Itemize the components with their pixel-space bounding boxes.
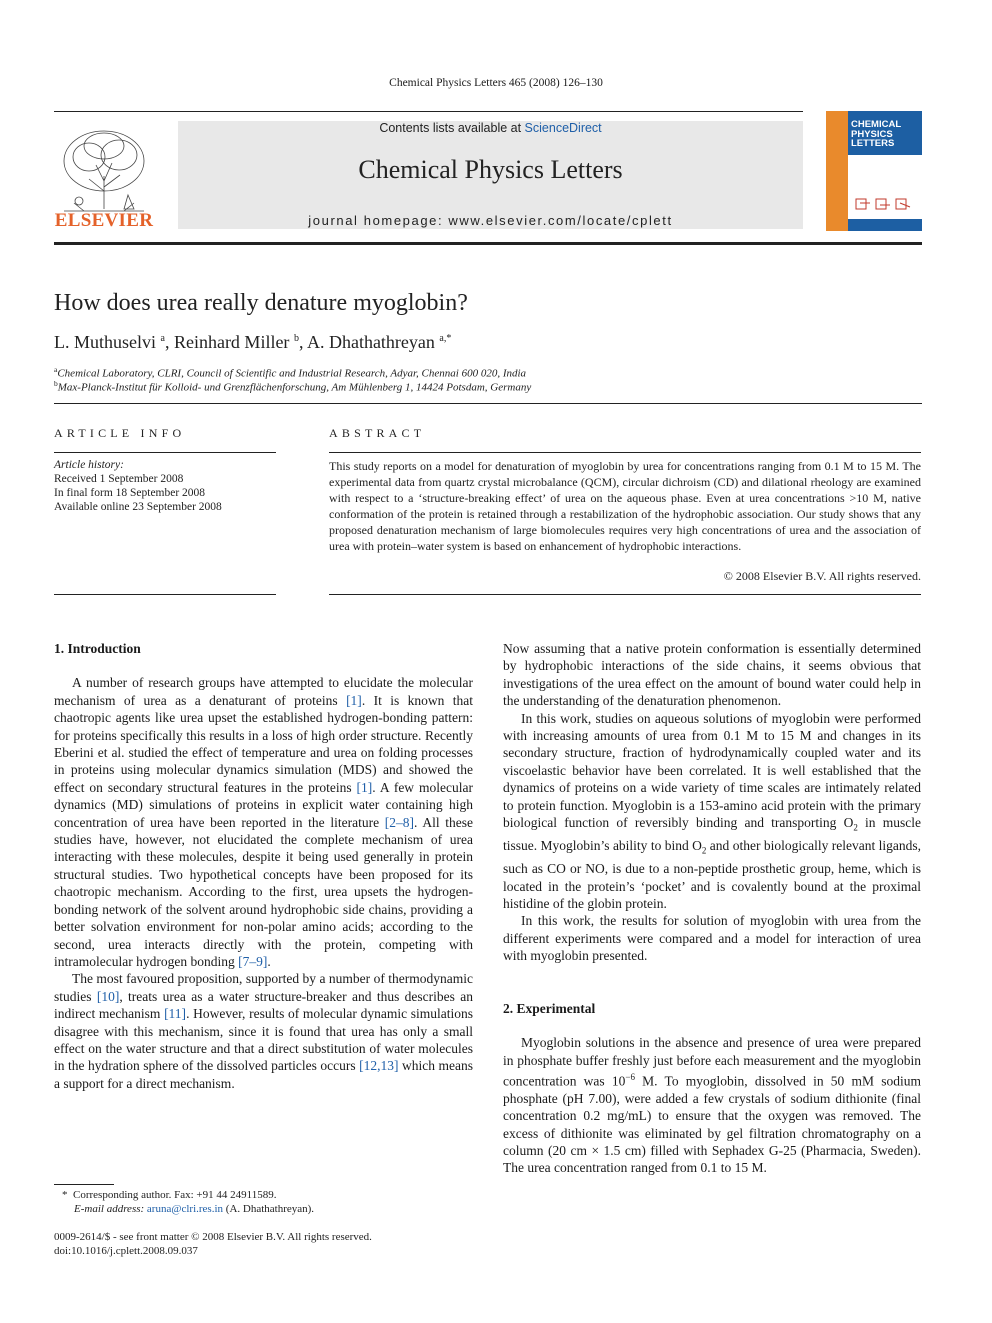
author-name: Reinhard Miller <box>173 332 290 352</box>
paragraph: In this work, the results for solution of myoglobin with urea from the different experiments were compared and a model for interaction of urea with myoglobin presented. <box>503 913 921 964</box>
article-info-rule <box>54 452 276 453</box>
citation-link[interactable]: [1] <box>346 692 362 708</box>
section-heading: 2. Experimental <box>503 1000 596 1016</box>
abstract-heading: ABSTRACT <box>329 426 426 440</box>
author-name: L. Muthuselvi <box>54 332 156 352</box>
contents-prefix: Contents lists available at <box>379 121 525 135</box>
header-thick-rule <box>54 242 922 245</box>
paragraph: A number of research groups have attempted to elucidate the molecular mechanism of urea as a denaturant of proteins [1]. It is known that chaotropic agents like urea upset the established hydrogen-bonding pattern: for proteins specifically this results in a loss of high order structure. Recently Eberini et al. studied the effect of temperature and urea on folding processes in proteins using molecular dynamics simulation (MDS) and showed the effect on secondary structural features in the proteins [1]. A few molecular dynamics (MD) simulations of proteins in explicit water containing high concentration of urea have been reported in the literature [2–8]. All these studies have, however, not elucidated the complete mechanism of urea interacting with these molecules, despite it being used generally in protein structural studies. Two hypothetical concepts have been proposed for its chaotropic mechanism. According to the first, urea upsets the hydrogen-bonding network of the solvent around hydrophobic side chains, providing a better solvation environment for non-polar amino acids; according to the second, urea interacts directly with the protein, competing with intramolecular hydrogen bonding [7–9]. <box>54 675 474 969</box>
doi-line[interactable]: doi:10.1016/j.cplett.2008.09.037 <box>54 1245 198 1257</box>
author-affiliation-marker: a <box>160 333 165 344</box>
received-date: Received 1 September 2008 <box>54 473 184 485</box>
affiliation-rule <box>54 403 922 404</box>
citation-link[interactable]: [7–9] <box>238 953 268 969</box>
article-history <box>54 458 222 514</box>
contents-line <box>178 121 803 135</box>
abstract-copyright: © 2008 Elsevier B.V. All rights reserved. <box>723 569 921 583</box>
issn-line: 0009-2614/$ - see front matter © 2008 Elsevier B.V. All rights reserved. <box>54 1231 372 1243</box>
online-date: Available online 23 September 2008 <box>54 501 222 513</box>
journal-homepage[interactable]: journal homepage: www.elsevier.com/locate/cplett <box>308 213 673 228</box>
citation-link[interactable]: [10] <box>96 988 120 1004</box>
article-info-bottom-rule <box>54 594 276 595</box>
citation-link[interactable]: [2–8] <box>384 814 414 830</box>
footnote: * Corresponding author. Fax: +91 44 24911589. E-mail address: aruna@clri.res.in (A. Dhathathreyan). <box>62 1189 315 1215</box>
final-form-date: In final form 18 September 2008 <box>54 487 206 499</box>
article-info-heading: ARTICLE INFO <box>54 426 186 440</box>
cover-strip <box>826 111 848 231</box>
footnote-rule <box>54 1184 114 1185</box>
article-title: How does urea really denature myoglobin? <box>54 290 468 316</box>
affiliation-b: $^b$Max-Planck-Institut für Kolloid- und Grenzflächenforschung, Am Mühlenberg 1, 14424 Potsdam, Germany <box>54 379 532 394</box>
paragraph: Myoglobin solutions in the absence and presence of urea were prepared in phosphate buffer freshly just before each measurement and the myoglobin concentration was $10^{-6}$ M. To myoglobin, dissolved in 50 mM sodium phosphate (pH 7.00), were added a few crystals of sodium dithionite (final concentration 0.2 mg/mL) to ensure that the oxygen was removed. The excess of dithionite was eliminated by gel filtration chromatography on a column (20 cm × 1.5 cm) filled with Sephadex G-25 (Pharmacia, Sweden). The urea concentration ranged from 0.1 to 15 M. <box>503 1035 921 1176</box>
abstract-bottom-rule <box>329 594 921 595</box>
email-link[interactable]: aruna@clri.res.in <box>146 1203 224 1215</box>
section-heading: 1. Introduction <box>54 641 141 656</box>
paragraph: In this work, studies on aqueous solutions of myoglobin were performed with increasing amounts of urea from 0.1 M to 15 M and changes in its secondary structure, fraction of hydrodynamically coupled water and its viscoelastic behavior have been correlated. It is well established that the dynamics of proteins on a wide variety of time scales are intimately related to protein function. Myoglobin is a 153-amino acid protein with the primary biological function of reversibly binding and transporting $O_2$ in muscle tissue. Myoglobin’s ability to bind $O_2$ and other biologically relevant ligands, such as CO or NO, is due to a non-peptide prosthetic group, heme, which is located in the protein’s ‘pocket’ and is covalently bound at the proximal histidine of the globin protein. <box>503 710 921 912</box>
author-affiliation-marker: a,* <box>439 333 452 344</box>
left-column <box>54 640 473 1092</box>
cover-title: CHEMICAL PHYSICS LETTERS <box>851 119 902 149</box>
abstract-rule <box>329 452 921 453</box>
citation-link[interactable]: [11] <box>164 1006 187 1022</box>
history-label: Article history: <box>54 459 124 471</box>
publisher-name: ELSEVIER <box>54 210 154 231</box>
author-name: A. Dhathathreyan <box>306 332 435 352</box>
journal-citation: Chemical Physics Letters 465 (2008) 126–130 <box>389 77 603 89</box>
citation-link[interactable]: [1] <box>356 779 373 795</box>
author-list: L. Muthuselvi $^a$, Reinhard Miller $^b$, A. Dhathathreyan $^{a,*}$ <box>54 332 452 352</box>
corresponding-author-note: Corresponding author. Fax: +91 44 24911589. <box>73 1189 277 1201</box>
cover-molecule-icon <box>852 195 916 215</box>
journal-name: Chemical Physics Letters <box>358 155 623 184</box>
paragraph: The most favoured proposition, supported by a number of thermodynamic studies [10], treats urea as a water structure-breaker and thus describes an indirect mechanism [11]. However, results of molecular dynamic simulations disagree with this mechanism, since it is found that urea has only a small effect on the water structure and that a direct substitution of water molecules in the hydration sphere of the dissolved particles occurs [12,13] which means a support for a direct mechanism. <box>54 971 473 1091</box>
paragraph: Now assuming that a native protein conformation is essentially determined by hydrophobic interactions of the side chains, it seems obvious that investigations of the urea effect on the amount of bound water could help in the understanding of the denaturation phenomenon. <box>503 641 921 709</box>
sciencedirect-link[interactable]: ScienceDirect <box>524 121 602 135</box>
abstract-text: This study reports on a model for denaturation of myoglobin by urea for concentrations ranging from 0.1 M to 15 M. The experimental data from quartz crystal microbalance (QCM), circular dichroism (CD) and dilational rheology are examined with respect to a ‘structure-breaking effect’ of urea on the aqueous phase. Even at urea concentrations >10 M, native conformation of the protein is retained through a restabilization of the hydrophobic association. Our study shows that any proposed denaturation mechanism of large biomolecules requires very high concentrations of urea and the association of urea with protein–water system is based on enhancement of hydrophobic interactions. <box>329 459 921 553</box>
header-rule <box>54 111 803 112</box>
front-matter <box>54 1230 372 1258</box>
right-column <box>503 640 921 1177</box>
author-affiliation-marker: b <box>293 333 299 344</box>
affiliation-a: $^a$Chemical Laboratory, CLRI, Council of Scientific and Industrial Research, Adyar, Chennai 600 020, India <box>54 365 527 380</box>
citation-link[interactable]: [12,13] <box>359 1058 399 1074</box>
